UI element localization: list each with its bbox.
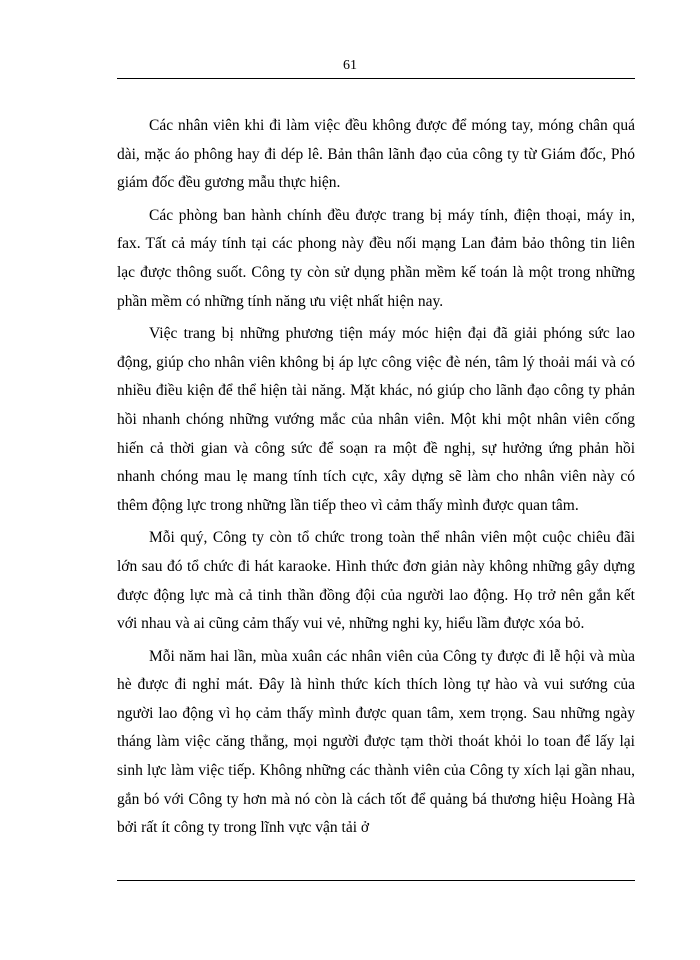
page-number: 61 xyxy=(343,58,357,73)
paragraph-modern-equipment-benefits: Việc trang bị những phương tiện máy móc hiện đại đã giải phóng sức lao động, giúp cho nhân viên không bị áp lực công việc đè nén, tâm lý thoải mái và có nhiều điều kiện để thể hiện tài năng. Mặt khác, nó giúp cho lãnh đạo công ty phản hồi nhanh chóng những vướng mắc của nhân viên. Một khi một nhân viên cống hiến cả thời gian và công sức để soạn ra một đề nghị, sự hưởng ứng phản hồi nhanh chóng mau lẹ mang tính tích cực, xây dựng sẽ làm cho nhân viên này có thêm động lực trong những lần tiếp theo vì cảm thấy mình được quan tâm. xyxy=(117,325,635,514)
paragraph-quarterly-party: Mỗi quý, Công ty còn tổ chức trong toàn thể nhân viên một cuộc chiêu đãi lớn sau đó tổ chức đi hát karaoke. Hình thức đơn giản này không những gây dựng được động lực mà cả tinh thần đồng đội của người lao động. Họ trở nên gắn kết với nhau và ai cũng cảm thấy vui vẻ, những nghi ky, hiểu lầm được xóa bỏ. xyxy=(117,529,635,633)
body-text xyxy=(117,112,635,847)
paragraph-office-equipment: Các phòng ban hành chính đều được trang bị máy tính, điện thoại, máy in, fax. Tất cả máy tính tại các phong này đều nối mạng Lan đảm bảo thông tin liên lạc được thông suốt. Công ty còn sử dụng phần mềm kế toán là một trong những phần mềm có những tính năng ưu việt nhất hiện nay. xyxy=(117,206,635,310)
footer-rule xyxy=(117,880,635,881)
header-rule xyxy=(117,78,635,79)
paragraph-dress-code: Các nhân viên khi đi làm việc đều không được để móng tay, móng chân quá dài, mặc áo phông hay đi dép lê. Bản thân lãnh đạo của công ty từ Giám đốc, Phó giám đốc đều gương mẫu thực hiện. xyxy=(117,117,635,192)
paragraph-festivals-vacation: Mỗi năm hai lần, mùa xuân các nhân viên của Công ty được đi lễ hội và mùa hè được đi nghỉ mát. Đây là hình thức kích thích lòng tự hào và vui sướng của người lao động vì họ cảm thấy mình được quan tâm, xem trọng. Sau những ngày tháng làm việc căng thẳng, mọi người được tạm thời thoát khỏi lo toan để lấy lại sinh lực làm việc tiếp. Không những các thành viên của Công ty xích lại gần nhau, gắn bó với Công ty hơn mà nó còn là cách tốt để quảng bá thương hiệu Hoàng Hà bởi rất ít công ty trong lĩnh vực vận tải ở xyxy=(117,647,635,837)
